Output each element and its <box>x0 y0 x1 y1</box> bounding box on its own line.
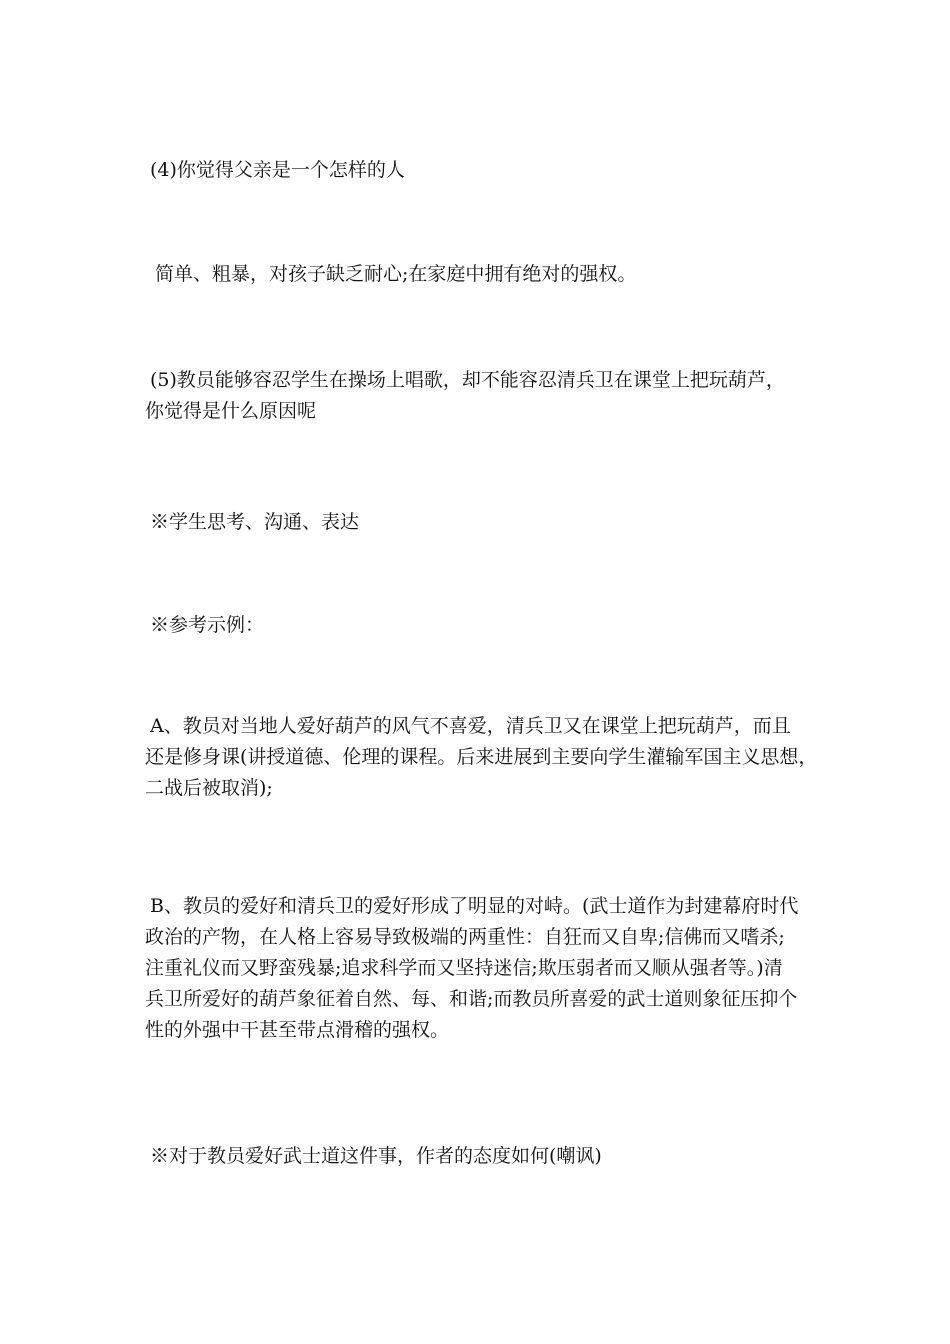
text-line: 兵卫所爱好的葫芦象征着自然、每、和谐;而教员所喜爱的武士道则象征压抑个 <box>145 988 798 1010</box>
question-4 <box>145 155 815 186</box>
answer-4 <box>145 259 815 290</box>
text-line: 政治的产物，在人格上容易导致极端的两重性：自狂而又自卑;信佛而又嗜杀; <box>145 926 785 948</box>
text-line: (4)你觉得父亲是一个怎样的人 <box>150 159 405 181</box>
text-line: (5)教员能够容忍学生在操场上唱歌，却不能容忍清兵卫在课堂上把玩葫芦， <box>150 369 785 391</box>
text-line: ※参考示例： <box>150 614 265 636</box>
text-line: ※学生思考、沟通、表达 <box>150 511 360 533</box>
author-attitude-note <box>145 1141 815 1172</box>
example-b <box>145 891 815 1046</box>
text-line: 二战后被取消); <box>145 777 273 799</box>
text-line: B、教员的爱好和清兵卫的爱好形成了明显的对峙。(武士道作为封建幕府时代 <box>150 895 799 917</box>
reference-example-heading <box>145 610 815 641</box>
text-line: 还是修身课(讲授道德、伦理的课程。后来进展到主要向学生灌输军国主义思想， <box>145 746 818 768</box>
text-line: ※对于教员爱好武士道这件事，作者的态度如何(嘲讽) <box>150 1145 602 1167</box>
text-line: A、教员对当地人爱好葫芦的风气不喜爱，清兵卫又在课堂上把玩葫芦，而且 <box>150 715 791 737</box>
student-activity-note <box>145 507 815 538</box>
text-line: 注重礼仪而又野蛮残暴;追求科学而又坚持迷信;欺压弱者而又顺从强者等。)清 <box>145 957 783 979</box>
example-a <box>145 711 818 804</box>
question-5 <box>145 365 815 427</box>
text-line: 你觉得是什么原因呢 <box>145 400 317 422</box>
text-line: 性的外强中干甚至带点滑稽的强权。 <box>145 1019 450 1041</box>
text-line: 简单、粗暴，对孩子缺乏耐心;在家庭中拥有绝对的强权。 <box>155 263 637 285</box>
